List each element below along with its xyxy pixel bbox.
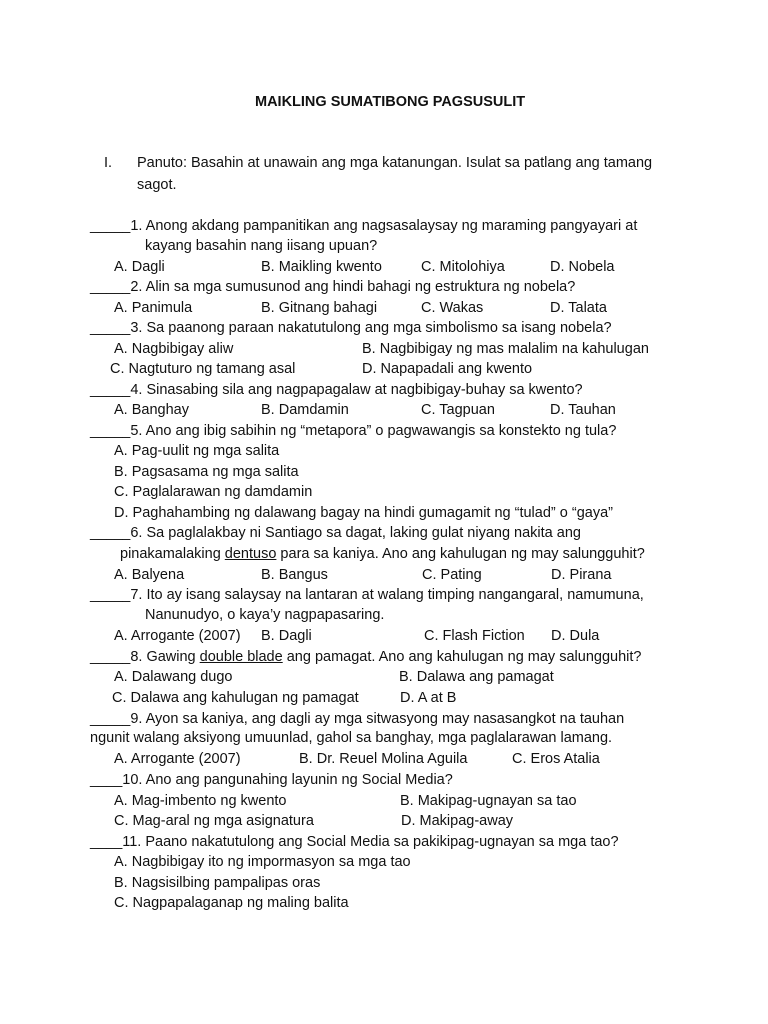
q11-choice-a: A. Nagbibigay ito ng impormasyon sa mga tao: [114, 854, 411, 870]
question-9-line2: ngunit walang aksiyong umuunlad, gahol sa banghay, mga paglalarawan lamang.: [90, 730, 613, 746]
q1-choice-d: D. Nobela: [550, 259, 615, 275]
question-10: ____10. Ano ang pangunahing layunin ng Social Media?: [90, 772, 453, 788]
instruction-text-line2: sagot.: [137, 177, 177, 193]
question-1-line2: kayang basahin nang iisang upuan?: [145, 238, 378, 254]
q3-choice-d: D. Napapadali ang kwento: [362, 361, 533, 377]
q2-choice-c: C. Wakas: [421, 300, 484, 316]
q8-choice-c: C. Dalawa ang kahulugan ng pamagat: [112, 690, 359, 706]
q10-choice-b: B. Makipag-ugnayan sa tao: [400, 793, 577, 809]
q9-choice-c: C. Eros Atalia: [512, 751, 600, 767]
q9-choice-a: A. Arrogante (2007): [114, 751, 241, 767]
q5-choice-a: A. Pag-uulit ng mga salita: [114, 443, 280, 459]
q7-choice-b: B. Dagli: [261, 628, 312, 644]
q7-choice-d: D. Dula: [551, 628, 600, 644]
q4-choice-d: D. Tauhan: [550, 402, 616, 418]
q6-text-before: pinakamalaking: [120, 546, 225, 562]
page-title: MAIKLING SUMATIBONG PAGSUSULIT: [255, 94, 526, 110]
q3-choice-a: A. Nagbibigay aliw: [114, 341, 234, 357]
question-3: _____3. Sa paanong paraan nakatutulong ang mga simbolismo sa isang nobela?: [90, 320, 612, 336]
q8-choice-a: A. Dalawang dugo: [114, 669, 233, 685]
instruction-number: I.: [104, 155, 113, 171]
question-9: _____9. Ayon sa kaniya, ang dagli ay mga sitwasyong may nasasangkot na tauhan: [90, 711, 625, 727]
q11-choice-c: C. Nagpapalaganap ng maling balita: [114, 895, 349, 911]
question-8: [90, 648, 641, 666]
q6-choice-b: B. Bangus: [261, 567, 328, 583]
q8-text-after: ang pamagat. Ano ang kahulugan ng may salungguhit?: [282, 649, 642, 665]
q10-choice-a: A. Mag-imbento ng kwento: [114, 793, 287, 809]
q6-choice-a: A. Balyena: [114, 567, 185, 583]
q1-choice-b: B. Maikling kwento: [261, 259, 382, 275]
q11-choice-b: B. Nagsisilbing pampalipas oras: [114, 875, 321, 891]
q2-choice-a: A. Panimula: [114, 300, 193, 316]
instruction-text-line1: Panuto: Basahin at unawain ang mga katanungan. Isulat sa patlang ang tamang: [137, 155, 653, 171]
q6-choice-d: D. Pirana: [551, 567, 612, 583]
q6-choice-c: C. Pating: [422, 567, 482, 583]
question-6: _____6. Sa paglalakbay ni Santiago sa dagat, laking gulat niyang nakita ang: [90, 525, 581, 541]
q8-choice-b: B. Dalawa ang pamagat: [399, 669, 554, 685]
question-5: _____5. Ano ang ibig sabihin ng “metapora” o pagwawangis sa konstekto ng tula?: [90, 423, 617, 439]
q8-choice-d: D. A at B: [400, 690, 457, 706]
q1-choice-c: C. Mitolohiya: [421, 259, 505, 275]
question-1: _____1. Anong akdang pampanitikan ang nagsasalaysay ng maraming pangyayari at: [90, 218, 638, 234]
q5-choice-c: C. Paglalarawan ng damdamin: [114, 484, 313, 500]
q2-choice-d: D. Talata: [550, 300, 607, 316]
question-2: _____2. Alin sa mga sumusunod ang hindi bahagi ng estruktura ng nobela?: [90, 279, 576, 295]
question-11: ____11. Paano nakatutulong ang Social Media sa pakikipag-ugnayan sa mga tao?: [90, 834, 619, 850]
q10-choice-d: D. Makipag-away: [401, 813, 514, 829]
q6-text-after: para sa kaniya. Ano ang kahulugan ng may salungguhit?: [276, 546, 645, 562]
q8-underlined-phrase: double blade: [199, 649, 283, 665]
q10-choice-c: C. Mag-aral ng mga asignatura: [114, 813, 314, 829]
q5-choice-b: B. Pagsasama ng mga salita: [114, 464, 299, 480]
q4-choice-b: B. Damdamin: [261, 402, 349, 418]
q4-choice-c: C. Tagpuan: [421, 402, 495, 418]
q8-text-before: _____8. Gawing: [90, 649, 200, 665]
question-4: _____4. Sinasabing sila ang nagpapagalaw at nagbibigay-buhay sa kwento?: [90, 382, 583, 398]
q3-choice-b: B. Nagbibigay ng mas malalim na kahulugan: [362, 341, 649, 357]
question-6-line2: [120, 545, 645, 563]
question-7-line2: Nanunudyo, o kaya’y nagpapasaring.: [145, 607, 385, 623]
q5-choice-d: D. Paghahambing ng dalawang bagay na hindi gumagamit ng “tulad” o “gaya”: [114, 505, 613, 521]
question-7: _____7. Ito ay isang salaysay na lantaran at walang timping nangangaral, namumuna,: [90, 587, 644, 603]
q6-underlined-word: dentuso: [224, 546, 277, 562]
q3-choice-c: C. Nagtuturo ng tamang asal: [110, 361, 296, 377]
q7-choice-a: A. Arrogante (2007): [114, 628, 241, 644]
q9-choice-b: B. Dr. Reuel Molina Aguila: [299, 751, 468, 767]
q1-choice-a: A. Dagli: [114, 259, 165, 275]
q2-choice-b: B. Gitnang bahagi: [261, 300, 378, 316]
q7-choice-c: C. Flash Fiction: [424, 628, 525, 644]
q4-choice-a: A. Banghay: [114, 402, 189, 418]
